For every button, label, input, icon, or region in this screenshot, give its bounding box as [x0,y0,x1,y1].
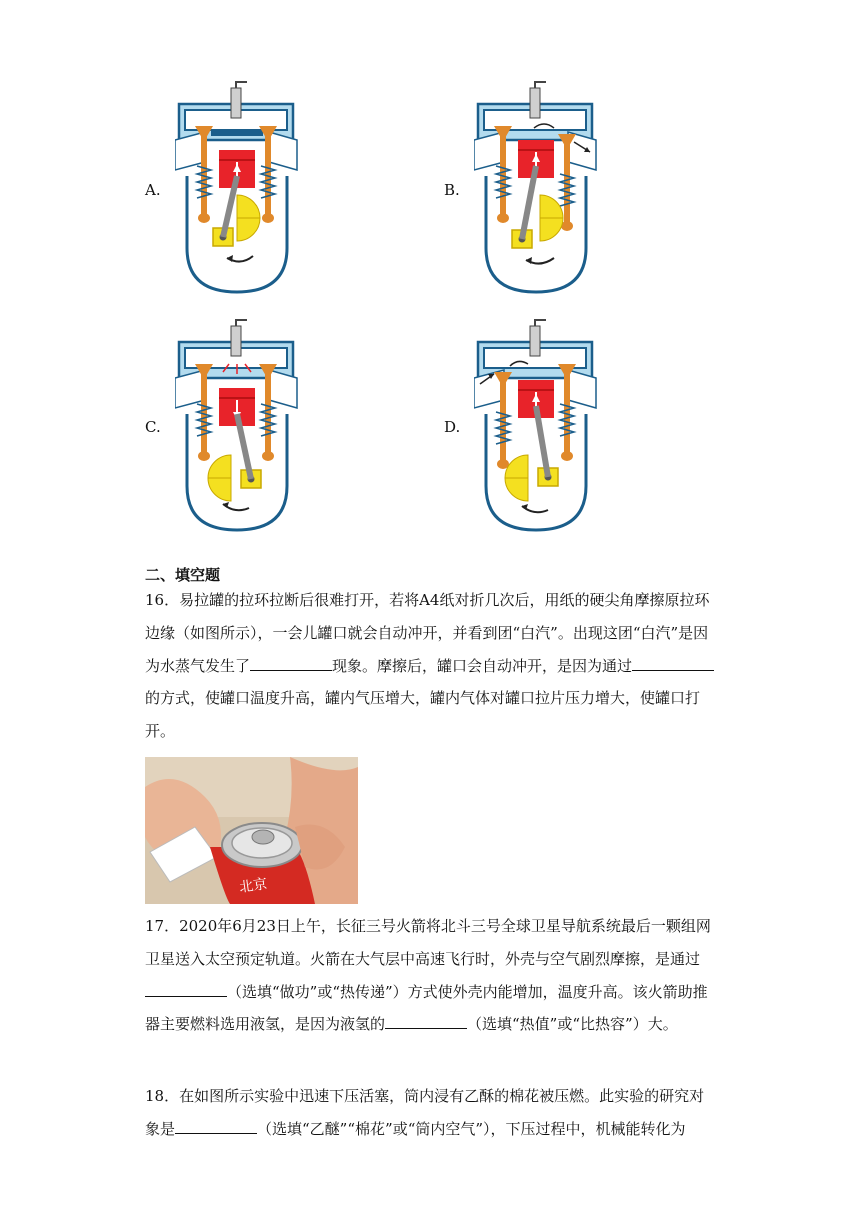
q16-text-3: 的方式，使罐口温度升高，罐内气压增大，罐内气体对罐口拉片压力增大，使罐口打开。 [145,689,701,741]
q18-blank-1[interactable] [175,1116,257,1134]
engine-exhaust-stroke-diagram [474,80,599,298]
engine-intake-stroke-diagram [175,80,300,298]
q16-text-1: 16．易拉罐的拉环拉断后很难打开，若将A4纸对折几次后，用纸的硬尖角摩擦原拉环边缘（如图所示），一会儿罐口就会自动冲开，并看到团“白汽”。出现这团“白汽”是因为水蒸气发生了 [145,591,710,675]
engine-power-stroke-diagram [175,318,300,536]
option-d-label: D. [444,418,461,436]
can-friction-photo [145,757,358,904]
engine-compression-stroke-diagram [474,318,599,536]
q18-text-2: （选填“乙醚”“棉花”或“筒内空气”），下压过程中，机械能转化为 [257,1119,686,1138]
q17-text-3: （选填“热值”或“比热容”）大。 [467,1015,678,1034]
option-b-label: B. [444,181,460,199]
section-title: 二、填空题 [145,566,221,584]
question-17 [145,910,717,1041]
option-a-label: A. [145,181,161,199]
question-16 [145,584,717,748]
q17-blank-2[interactable] [385,1011,467,1029]
q16-blank-2[interactable] [632,653,714,671]
option-c-label: C. [145,418,161,436]
q16-text-2: 现象。摩擦后，罐口会自动冲开，是因为通过 [332,656,633,675]
q17-text-1: 17．2020年6月23日上午，长征三号火箭将北斗三号全球卫星导航系统最后一颗组网卫星送入太空预定轨道。火箭在大气层中高速飞行时，外壳与空气剧烈摩擦，是通过 [145,917,711,968]
q16-blank-1[interactable] [250,653,332,671]
q17-text-2: （选填“做功”或“热传递”）方式使外壳内能增加，温度升高。该火箭助推器主要燃料选用液氢，是因为液氢的 [145,982,708,1034]
svg-text:北京: 北京 [238,876,269,896]
question-18 [145,1080,717,1146]
q18-text-1: 18．在如图所示实验中迅速下压活塞，筒内浸有乙酥的棉花被压燃。此实验的研究对象是 [145,1087,705,1138]
q17-blank-1[interactable] [145,979,227,997]
